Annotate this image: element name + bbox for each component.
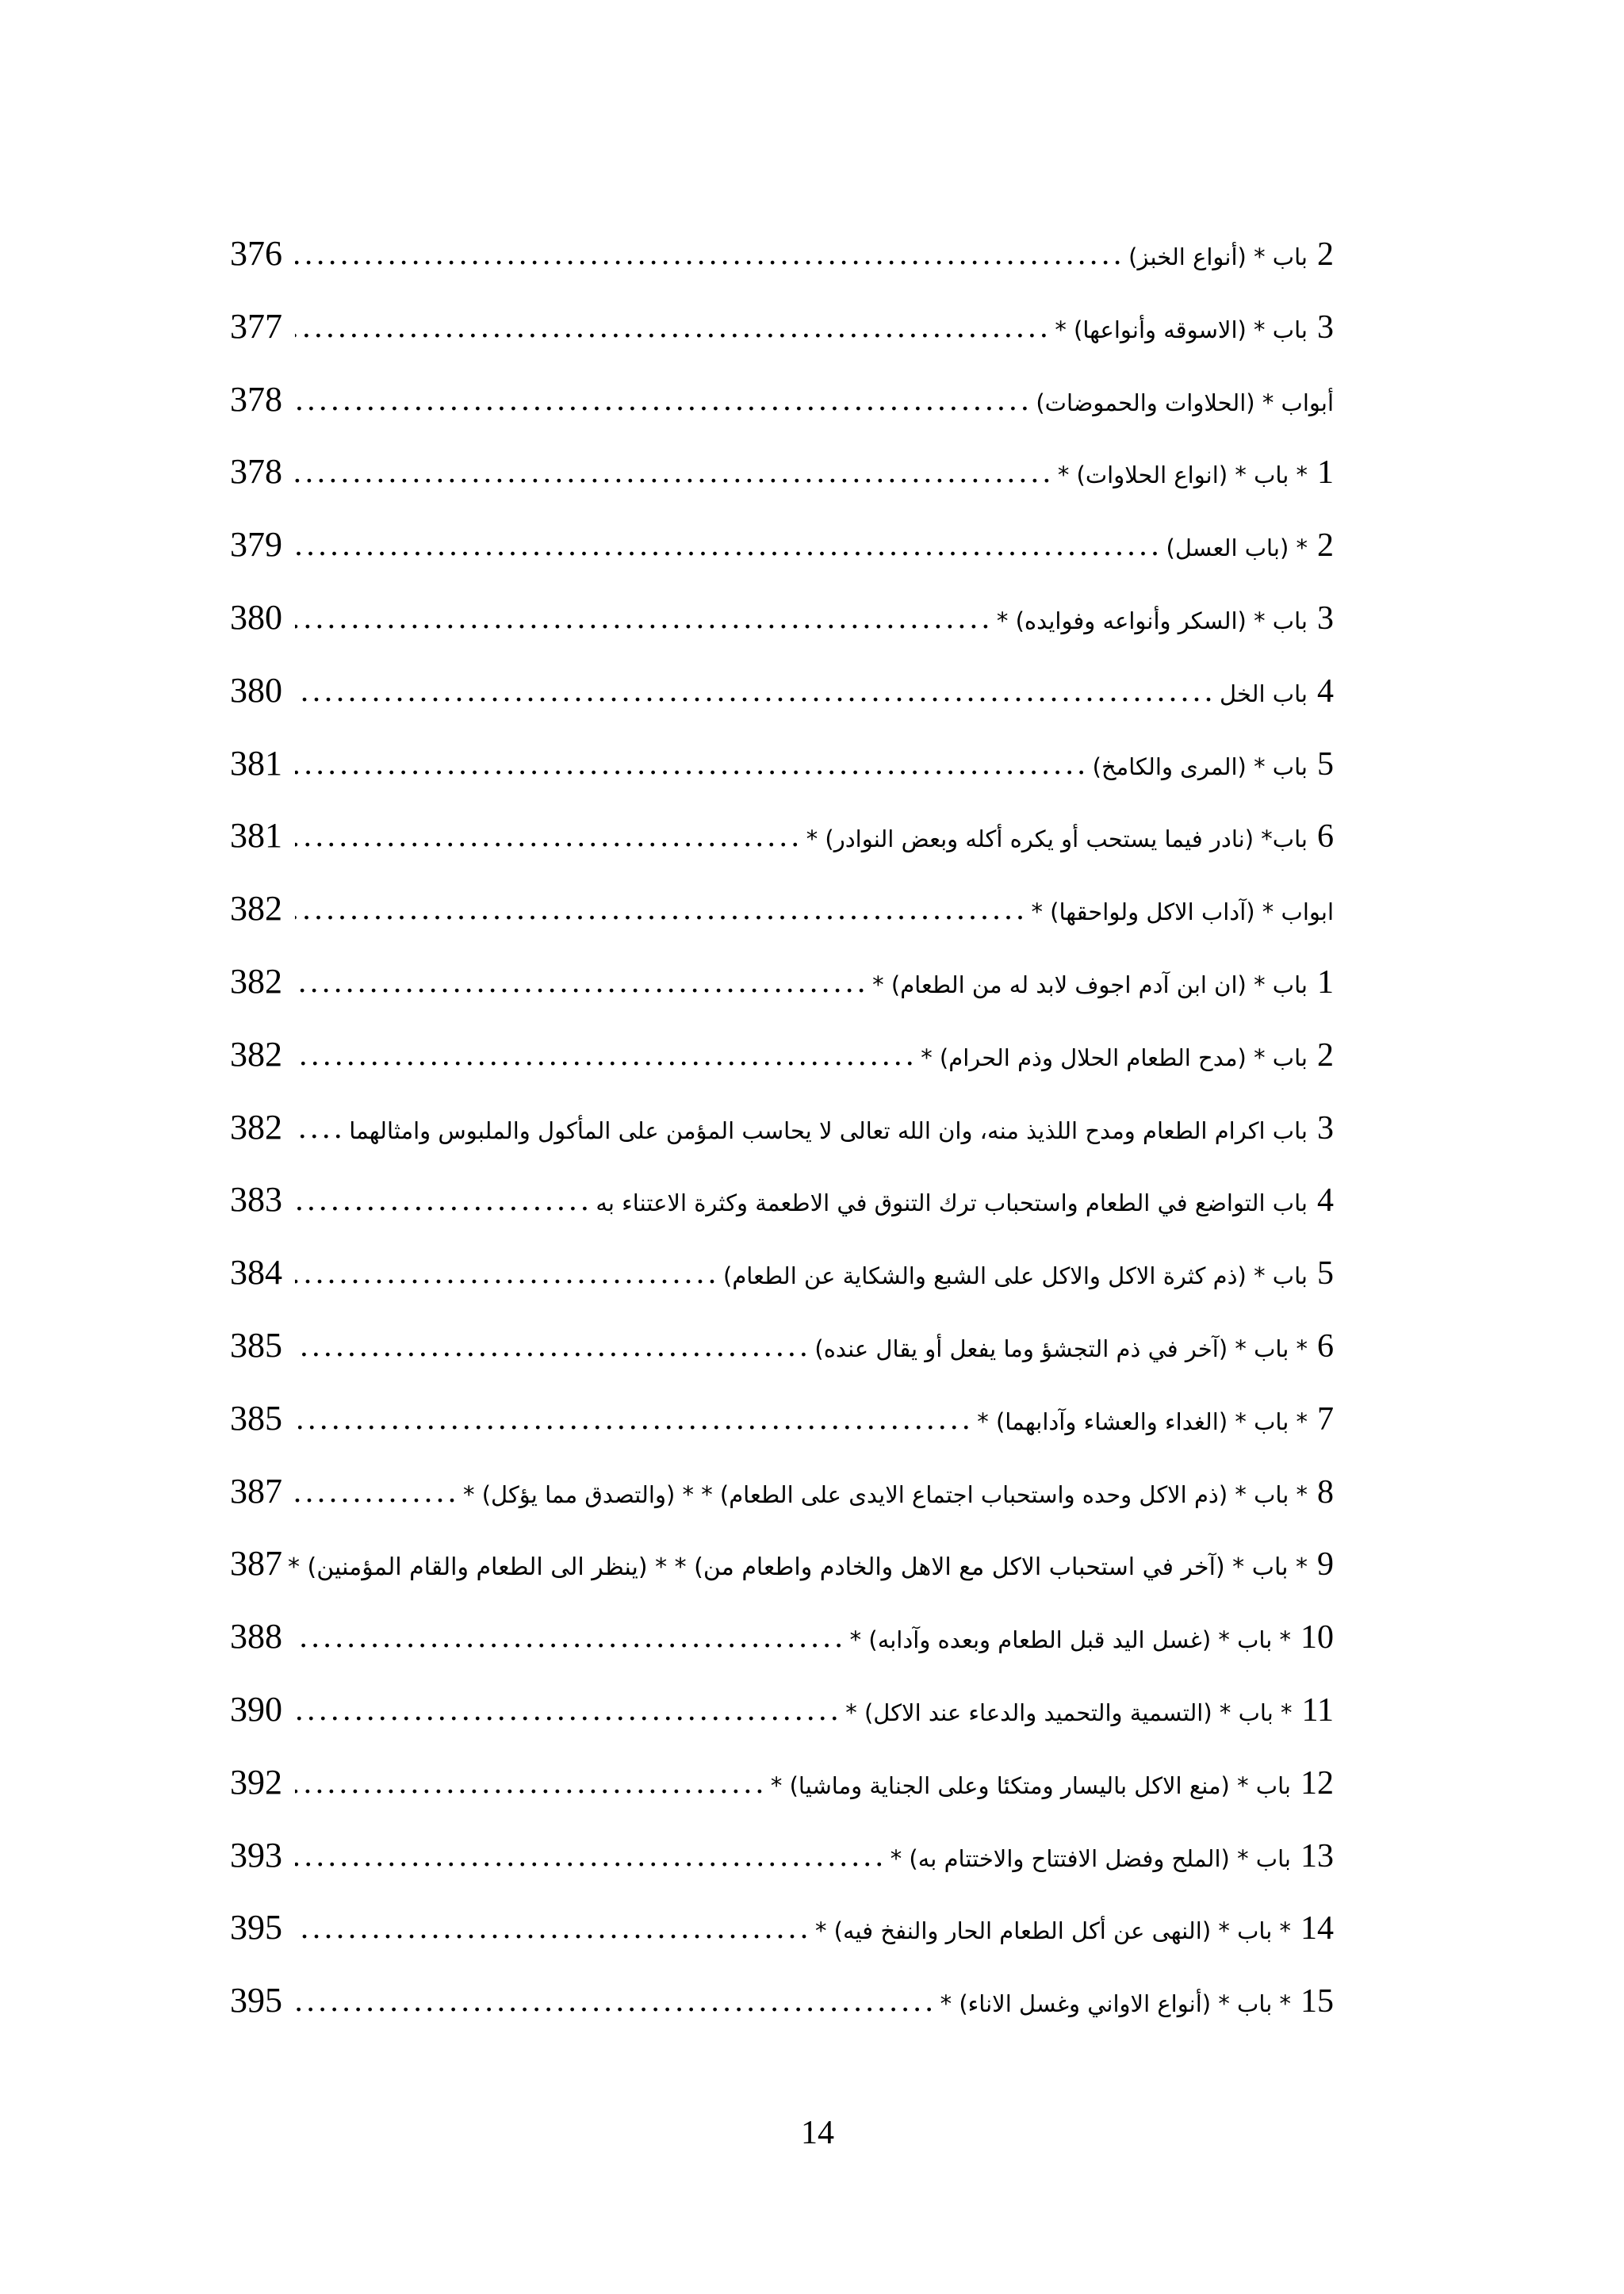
toc-entry: [230, 217, 1334, 290]
entry-number: 7: [1317, 1400, 1334, 1438]
toc-entry: [230, 945, 1334, 1018]
toc-entry: [230, 1236, 1334, 1309]
entry-page-number: 382: [230, 889, 282, 929]
toc-entry: [230, 1819, 1334, 1892]
toc-entry: [230, 799, 1334, 872]
toc-entry: [230, 508, 1334, 581]
entry-number: 3: [1317, 308, 1334, 346]
entry-number: 2: [1317, 1036, 1334, 1074]
dot-leader: [295, 363, 1032, 436]
entry-number: 2: [1317, 527, 1334, 565]
toc-entry: [230, 435, 1334, 508]
entry-title: باب التواضع في الطعام واستحباب ترك التنوق في الاطعمة وكثرة الاعتناء به: [596, 1189, 1308, 1217]
entry-title: باب* (نادر فيما يستحب أو يكره أكله وبعض النوادر) *: [806, 825, 1308, 853]
entry-page-number: 385: [230, 1398, 282, 1438]
entry-title: * باب * (آخر في ذم التجشؤ وما يفعل أو يقال عنده): [814, 1335, 1308, 1362]
toc-entry: [230, 1746, 1334, 1819]
entry-number: 12: [1300, 1764, 1334, 1802]
dot-leader: [295, 727, 1090, 800]
toc-entry: [230, 1891, 1334, 1964]
entry-page-number: 387: [230, 1471, 282, 1511]
entry-page-number: 395: [230, 1908, 282, 1947]
entry-page-number: 390: [230, 1689, 282, 1729]
entry-title: باب * (ذم كثرة الاكل والاكل على الشبع والشكاية عن الطعام): [723, 1262, 1308, 1290]
entry-number: 15: [1300, 1983, 1334, 2020]
dot-leader: [295, 872, 1028, 945]
dot-leader: [295, 217, 1125, 290]
entry-number: 13: [1300, 1837, 1334, 1875]
entry-page-number: 393: [230, 1835, 282, 1875]
dot-leader: [295, 1382, 974, 1455]
dot-leader: [295, 1746, 768, 1819]
entry-number: 8: [1317, 1473, 1334, 1511]
entry-number: 6: [1317, 1327, 1334, 1365]
entry-title: باب * (الملح وفضل الافتتاح والاختتام به) *: [890, 1844, 1291, 1872]
entry-page-number: 392: [230, 1762, 282, 1802]
toc-entry: [230, 1091, 1334, 1164]
toc-entry: [230, 1673, 1334, 1746]
dot-leader: [295, 1964, 937, 2037]
entry-page-number: 379: [230, 525, 282, 565]
entry-page-number: 381: [230, 816, 282, 856]
toc-entry: [230, 654, 1334, 727]
entry-title: * باب * (النهى عن أكل الطعام الحار والنفخ فيه) *: [814, 1917, 1291, 1945]
entry-page-number: 395: [230, 1981, 282, 2020]
toc-entry: [230, 581, 1334, 654]
dot-leader: [295, 435, 1055, 508]
entry-title: * باب * (ذم الاكل وحده واستحباب اجتماع الايدى على الطعام) * * (والتصدق مما يؤكل) *: [463, 1480, 1308, 1508]
toc-entry: [230, 1382, 1334, 1455]
entry-title: * باب * (أنواع الاواني وغسل الاناء) *: [940, 1990, 1291, 2018]
dot-leader: [295, 654, 1216, 727]
toc-entry: [230, 872, 1334, 945]
entry-page-number: 376: [230, 234, 282, 273]
entry-title: باب الخل: [1219, 680, 1308, 707]
entry-title: أبواب * (الحلاوات والحموضات): [1036, 389, 1334, 416]
toc-entry: [230, 363, 1334, 436]
entry-page-number: 380: [230, 670, 282, 710]
entry-page-number: 378: [230, 452, 282, 492]
entry-title: * باب * (غسل اليد قبل الطعام وبعده وآدابه) *: [849, 1626, 1291, 1654]
entry-title: * باب * (انواع الحلاوات) *: [1057, 461, 1308, 489]
dot-leader: [295, 1163, 592, 1236]
entry-number: 6: [1317, 818, 1334, 856]
entry-title: * باب * (التسمية والتحميد والدعاء عند الاكل) *: [845, 1698, 1293, 1726]
entry-title: باب اكرام الطعام ومدح اللذيذ منه، وان الله تعالى لا يحاسب المؤمن على المأكول والملبوس وامثالهما: [349, 1116, 1308, 1144]
dot-leader: [295, 945, 869, 1018]
entry-title: ابواب * (آداب الاكل ولواحقها) *: [1031, 898, 1334, 926]
entry-title: * (باب العسل): [1166, 534, 1308, 562]
dot-leader: [284, 1527, 285, 1600]
page-number: 14: [801, 2115, 834, 2151]
toc-entry: [230, 1455, 1334, 1528]
entry-number: 1: [1317, 963, 1334, 1001]
entry-page-number: 383: [230, 1180, 282, 1220]
toc-entry: [230, 1600, 1334, 1673]
entry-title: * باب * (آخر في استحباب الاكل مع الاهل والخادم واطعام من) * * (ينظر الى الطعام والقام المؤمنين) *: [287, 1553, 1308, 1582]
dot-leader: [295, 581, 994, 654]
entry-title: باب * (السكر وأنواعه وفوايده) *: [996, 607, 1308, 634]
entry-title: باب * (الاسوقه وأنواعها) *: [1055, 316, 1308, 343]
dot-leader: [295, 1236, 720, 1309]
entry-page-number: 382: [230, 1034, 282, 1074]
toc-entry: [230, 1527, 1334, 1600]
dot-leader: [295, 1455, 460, 1528]
toc-entry: [230, 1163, 1334, 1236]
dot-leader: [295, 1673, 842, 1746]
entry-title: باب * (مدح الطعام الحلال وذم الحرام) *: [921, 1044, 1308, 1071]
entry-number: 10: [1300, 1619, 1334, 1656]
entry-page-number: 387: [230, 1544, 282, 1584]
entry-number: 3: [1317, 599, 1334, 637]
dot-leader: [295, 1891, 812, 1964]
entry-number: 14: [1300, 1910, 1334, 1947]
table-of-contents: [230, 217, 1334, 2037]
entry-number: 4: [1317, 672, 1334, 710]
entry-title: باب * (المرى والكامخ): [1092, 753, 1308, 780]
toc-entry: [230, 1964, 1334, 2037]
entry-page-number: 385: [230, 1325, 282, 1365]
entry-page-number: 380: [230, 597, 282, 637]
entry-page-number: 388: [230, 1617, 282, 1656]
dot-leader: [295, 1309, 811, 1382]
dot-leader: [295, 1600, 847, 1673]
entry-page-number: 378: [230, 379, 282, 419]
entry-title: باب * (أنواع الخبز): [1128, 243, 1308, 270]
entry-title: باب * (ان ابن آدم اجوف لابد له من الطعام) *: [872, 971, 1308, 998]
entry-title: باب * (منع الاكل باليسار ومتكئا وعلى الجناية وماشيا) *: [770, 1771, 1291, 1799]
entry-number: 5: [1317, 1255, 1334, 1293]
entry-number: 9: [1317, 1546, 1334, 1584]
entry-title: * باب * (الغداء والعشاء وآدابهما) *: [977, 1407, 1308, 1435]
toc-entry: [230, 727, 1334, 800]
dot-leader: [295, 1091, 346, 1164]
entry-number: 2: [1317, 236, 1334, 273]
dot-leader: [295, 1819, 887, 1892]
toc-entry: [230, 290, 1334, 363]
dot-leader: [295, 799, 803, 872]
toc-entry: [230, 1309, 1334, 1382]
entry-number: 4: [1317, 1182, 1334, 1220]
entry-page-number: 382: [230, 1107, 282, 1147]
entry-page-number: 381: [230, 743, 282, 783]
entry-page-number: 377: [230, 306, 282, 346]
entry-page-number: 384: [230, 1253, 282, 1293]
dot-leader: [295, 1018, 917, 1091]
dot-leader: [295, 290, 1051, 363]
dot-leader: [295, 508, 1163, 581]
entry-number: 11: [1301, 1691, 1334, 1729]
toc-entry: [230, 1018, 1334, 1091]
entry-page-number: 382: [230, 961, 282, 1001]
entry-number: 1: [1317, 454, 1334, 492]
entry-number: 5: [1317, 745, 1334, 783]
entry-number: 3: [1317, 1109, 1334, 1147]
